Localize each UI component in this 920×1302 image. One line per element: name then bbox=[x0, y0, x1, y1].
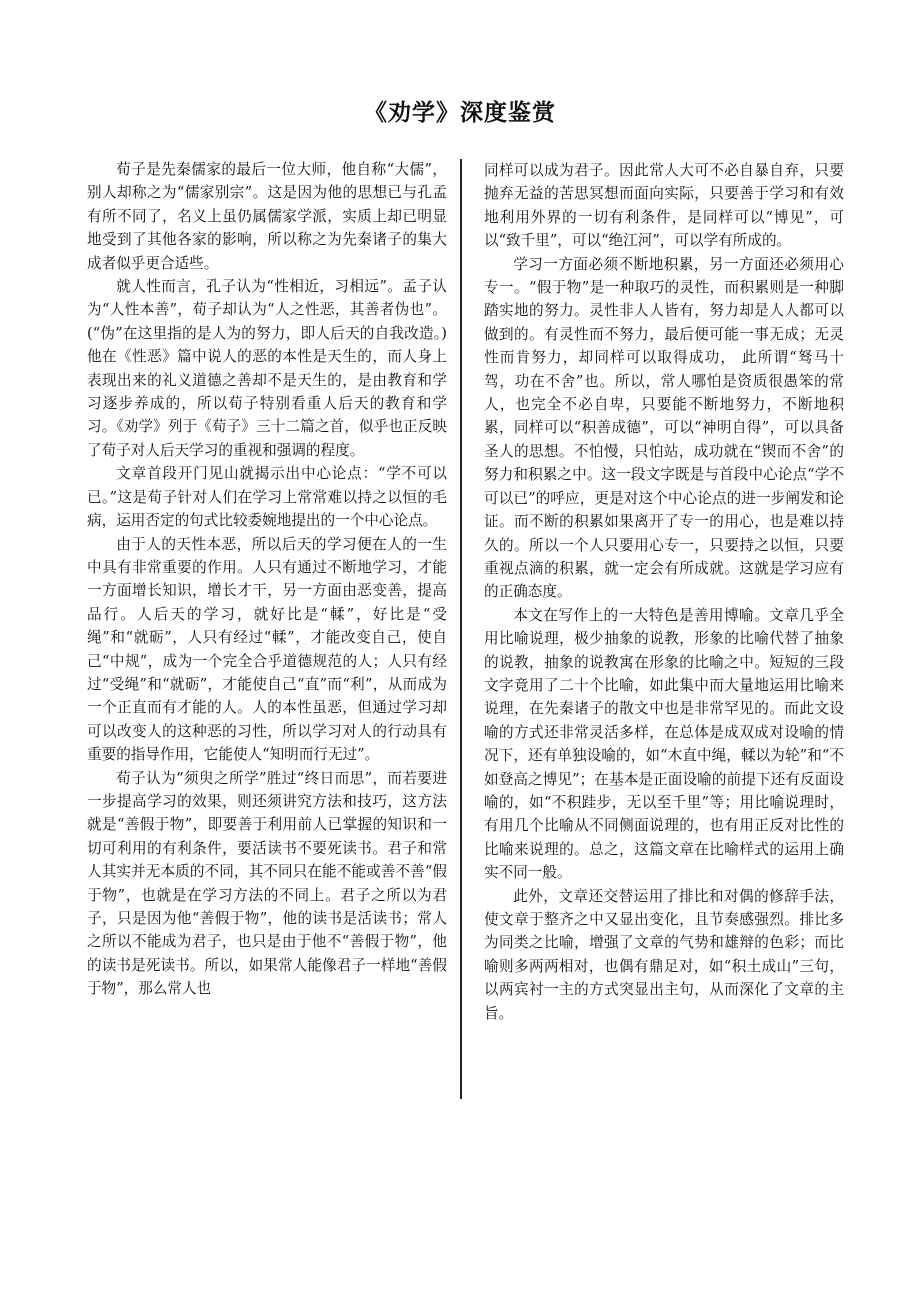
paragraph: 学习一方面必须不断地积累，另一方面还必须用心专一。“假于物”是一种取巧的灵性，而积累则是一种脚踏实地的努力。灵性非人人皆有，努力却是人人都可以做到的。有灵性而不努力，最后便可能一事无成；无灵性而肯努力，却同样可以取得成功， 此所谓“驽马十驾，功在不舍”也。所以，常人哪怕是资质很愚笨的常人，也完全不必自卑，只要能不断地努力，不断地积累，同样可以“积善成德”，可以“神明自得”，可以具备圣人的思想。不怕慢，只怕站，成功就在“锲而不舍”的努力和积累之中。这一段文字既是与首段中心论点“学不可以已”的呼应，更是对这个中心论点的进一步阐发和论证。而不断的积累如果离开了专一的用心，也是难以持久的。所以一个人只要用心专一，只要持之以恒，只要重视点滴的积累，就一定会有所成就。这就是学习应有的正确态度。 bbox=[484, 255, 844, 601]
paragraph: 就人性而言，孔子认为“性相近，习相远”。孟子认为“人性本善”，荀子却认为“人之性恶，其善者伪也”。(“伪”在这里指的是人为的努力，即人后天的自我改造。)他在《性恶》篇中说人的恶的本性是天生的，而人身上表现出来的礼义道德之善却不是天生的，是由教育和学习逐步养成的，所以荀子特别看重人后天的教育和学习。《劝学》列于《荀子》三十二篇之首，似乎也正反映了荀子对人后天学习的重视和强调的程度。 bbox=[87, 278, 447, 459]
left-column bbox=[87, 158, 447, 1001]
column-divider bbox=[460, 159, 462, 1099]
paragraph: 由于人的天性本恶，所以后天的学习便在人的一生中具有非常重要的作用。人只有通过不断地学习，才能一方面增长知识，增长才干，另一方面由恶变善，提高品行。人后天的学习，就好比是“輮”，好比是“受绳”和“就砺”，人只有经过“輮”，才能改变自己，使自己“中规”，成为一个完全合乎道德规范的人；人只有经过“受绳”和“就砺”，才能使自己“直”而“利”，从而成为一个正直而有才能的人。人的本性虽恶，但通过学习却可以改变人的这种恶的习性，所以学习对人的行动具有重要的指导作用，它能使人“知明而行无过”。 bbox=[87, 535, 447, 764]
paragraph: 文章首段开门见山就揭示出中心论点：“学不可以已。”这是荀子针对人们在学习上常常难以持之以恒的毛病，运用否定的句式比较委婉地提出的一个中心论点。 bbox=[87, 465, 447, 530]
paragraph: 荀子是先秦儒家的最后一位大师，他自称“大儒”，别人却称之为“儒家别宗”。这是因为他的思想已与孔孟有所不同了，名义上虽仍属儒家学派，实质上却已明显地受到了其他各家的影响，所以称之为先秦诸子的集大成者似乎更合适些。 bbox=[87, 161, 447, 272]
paragraph: 本文在写作上的一大特色是善用博喻。文章几乎全用比喻说理，极少抽象的说教，形象的比喻代替了抽象的说教，抽象的说教寓在形象的比喻之中。短短的三段文字竟用了二十个比喻，如此集中而大量地运用比喻来说理，在先秦诸子的散文中也是非常罕见的。而此文设喻的方式还非常灵活多样，在总体是成双成对设喻的情况下，还有单独设喻的，如“木直中绳，輮以为轮”和“不如登高之博见”；在基本是正面设喻的前提下还有反面设喻的，如“不积跬步，无以至千里”等；用比喻说理时，有用几个比喻从不同侧面说理的，也有用正反对比性的比喻来说理的。总之，这篇文章在比喻样式的运用上确实不同一般。 bbox=[484, 606, 844, 882]
right-column bbox=[484, 159, 844, 1025]
paragraph-continuation: 同样可以成为君子。因此常人大可不必自暴自弃，只要抛弃无益的苦思冥想而面向实际，只要善于学习和有效地利用外界的一切有利条件，是同样可以“博见”，可以“致千里”，可以“绝江河”，可以学有所成的。 bbox=[484, 162, 844, 250]
paragraph: 荀子认为“须臾之所学”胜过“终日而思”，而若要进一步提高学习的效果，则还须讲究方法和技巧，这方法就是“善假于物”，即要善于利用前人已掌握的知识和一切可利用的有利条件，要活读书不要死读书。君子和常人其实并无本质的不同，其不同只在能不能或善不善“假于物”，也就是在学习方法的不同上。君子之所以为君子，只是因为他“善假于物”，他的读书是活读书；常人之所以不能成为君子，也只是由于他不“善假于物”，他的读书是死读书。所以，如果常人能像君子一样地“善假于物”，那么常人也 bbox=[87, 769, 447, 998]
paragraph: 此外，文章还交替运用了排比和对偶的修辞手法，使文章于整齐之中又显出变化，且节奏感强烈。排比多为同类之比喻，增强了文章的气势和雄辩的色彩；而比喻则多两两相对，也偶有鼎足对，如“积土成山”三句，以两宾衬一主的方式突显出主句，从而深化了文章的主旨。 bbox=[484, 887, 844, 1022]
page-title: 《劝学》深度鉴赏 bbox=[364, 99, 556, 126]
